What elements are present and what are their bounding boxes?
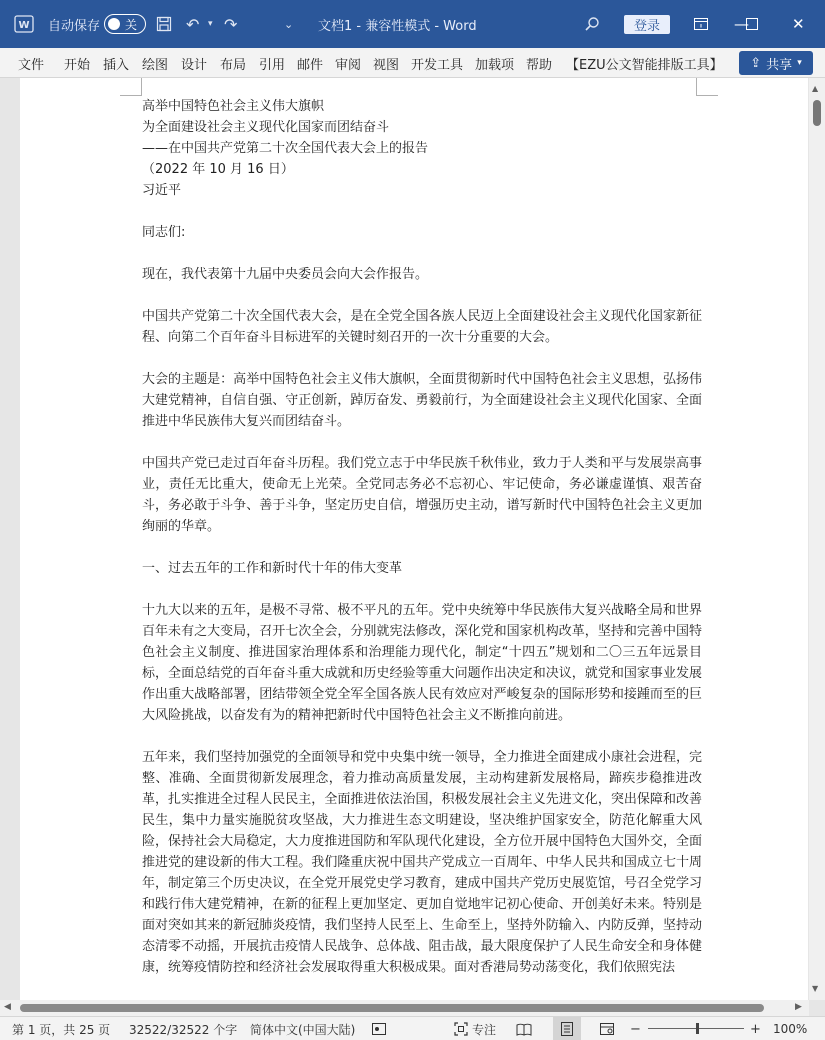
- scroll-left-icon[interactable]: ◀: [4, 1002, 11, 1012]
- document-page[interactable]: [20, 78, 808, 1000]
- tab-home[interactable]: 开始: [64, 57, 91, 73]
- ribbon-tab-bar: [0, 48, 825, 78]
- tab-addins[interactable]: 加载项: [475, 57, 515, 73]
- search-icon[interactable]: [584, 0, 600, 48]
- minimize-icon[interactable]: —: [734, 15, 749, 33]
- doc-title-line: 为全面建设社会主义现代化国家而团结奋斗: [142, 120, 390, 135]
- doc-author-line: 习近平: [142, 183, 182, 198]
- web-layout-icon[interactable]: [600, 1017, 614, 1040]
- tab-view[interactable]: 视图: [373, 57, 400, 73]
- scroll-up-icon[interactable]: ▲: [812, 84, 819, 93]
- focus-icon[interactable]: [454, 1017, 468, 1040]
- zoom-level[interactable]: 100%: [773, 1022, 808, 1036]
- scroll-down-icon[interactable]: ▼: [812, 984, 819, 993]
- vertical-scroll-thumb[interactable]: [813, 100, 821, 126]
- margin-corner-mark: [120, 78, 142, 96]
- doc-section-heading: 一、过去五年的工作和新时代十年的伟大变革: [142, 561, 403, 576]
- print-layout-icon[interactable]: [553, 1017, 581, 1040]
- tab-review[interactable]: 审阅: [335, 57, 362, 73]
- zoom-slider-thumb[interactable]: [696, 1023, 699, 1034]
- close-icon[interactable]: ✕: [792, 15, 805, 33]
- tab-insert[interactable]: 插入: [103, 57, 130, 73]
- language-indicator[interactable]: 简体中文(中国大陆): [250, 1022, 356, 1037]
- zoom-out-icon[interactable]: −: [630, 1021, 641, 1037]
- document-title: 文档1 - 兼容性模式 - Word: [318, 18, 477, 34]
- chevron-down-icon: ▾: [797, 58, 802, 68]
- tab-mailings[interactable]: 邮件: [297, 57, 324, 73]
- maximize-icon[interactable]: [746, 0, 758, 48]
- customize-qat-icon[interactable]: ⌄: [284, 17, 294, 31]
- macro-record-icon[interactable]: [372, 1017, 386, 1040]
- tab-file[interactable]: 文件: [18, 57, 45, 73]
- page-counter[interactable]: 第 1 页，共 25 页: [12, 1022, 111, 1037]
- tab-design[interactable]: 设计: [181, 57, 208, 73]
- status-bar: [0, 1016, 825, 1040]
- share-label: 共享: [766, 57, 793, 73]
- scroll-right-icon[interactable]: ▶: [795, 1002, 802, 1012]
- redo-icon[interactable]: ↷: [224, 14, 238, 34]
- tab-ezu-tool[interactable]: 【EZU公文智能排版工具】: [566, 57, 723, 73]
- ribbon-display-options-icon[interactable]: [694, 0, 708, 48]
- document-body[interactable]: [142, 96, 702, 978]
- focus-label[interactable]: 专注: [472, 1022, 497, 1037]
- autosave-toggle[interactable]: [104, 14, 146, 34]
- zoom-in-icon[interactable]: +: [750, 1021, 761, 1037]
- doc-paragraph: 大会的主题是：高举中国特色社会主义伟大旗帜，全面贯彻新时代中国特色社会主义思想，弘扬伟大建党精神，自信自强、守正创新，踔厉奋发、勇毅前行，为全面建设社会主义现代化国家、全面推进中华民族伟大复兴而团结奋斗。: [142, 372, 702, 429]
- doc-paragraph: 中国共产党第二十次全国代表大会，是在全党全国各族人民迈上全面建设社会主义现代化国家新征程、向第二个百年奋斗目标进军的关键时刻召开的一次十分重要的大会。: [142, 309, 702, 345]
- tab-help[interactable]: 帮助: [526, 57, 553, 73]
- word-logo-icon: [14, 0, 36, 48]
- svg-text:W: W: [18, 20, 30, 31]
- document-area: [0, 78, 809, 1000]
- doc-subtitle-line: ——在中国共产党第二十次全国代表大会上的报告: [142, 141, 429, 156]
- margin-corner-mark: [696, 78, 718, 96]
- share-button[interactable]: [739, 51, 813, 75]
- login-button[interactable]: 登录: [624, 15, 670, 34]
- save-icon[interactable]: [156, 0, 172, 48]
- doc-greeting: 同志们:: [142, 225, 186, 240]
- tab-references[interactable]: 引用: [259, 57, 286, 73]
- autosave-state: 关: [125, 17, 138, 32]
- toggle-knob: [108, 18, 120, 30]
- tab-layout[interactable]: 布局: [220, 57, 247, 73]
- share-icon: ⇪: [750, 55, 762, 71]
- undo-dropdown-icon[interactable]: ▾: [208, 19, 213, 29]
- tab-draw[interactable]: 绘图: [142, 57, 169, 73]
- doc-date-line: （2022 年 10 月 16 日）: [142, 162, 294, 177]
- doc-paragraph: 十九大以来的五年，是极不寻常、极不平凡的五年。党中央统筹中华民族伟大复兴战略全局和世界百年未有之大变局，召开七次全会，分别就宪法修改，深化党和国家机构改革，坚持和完善中国特色社会主义制度、推进国家治理体系和治理能力现代化，制定“十四五”规划和二〇三五年远景目标，全面总结党的百年奋斗重大成就和历史经验等重大问题作出决定和决议，就党和国家事业发展作出重大战略部署，团结带领全党全军全国各族人民有效应对严峻复杂的国际形势和接踵而至的巨大风险挑战，以奋发有为的精神把新时代中国特色社会主义不断推向前进。: [142, 603, 702, 723]
- doc-paragraph: 五年来，我们坚持加强党的全面领导和党中央集中统一领导，全力推进全面建成小康社会进程，完整、准确、全面贯彻新发展理念，着力推动高质量发展，主动构建新发展格局，蹄疾步稳推进改革，扎实推进全过程人民民主，全面推进依法治国，积极发展社会主义先进文化，突出保障和改善民生，集中力量实施脱贫攻坚战，大力推进生态文明建设，坚决维护国家安全，防范化解重大风险，保持社会大局稳定，大力度推进国防和军队现代化建设，全方位开展中国特色大国外交，全面推进党的建设新的伟大工程。我们隆重庆祝中国共产党成立一百周年、中华人民共和国成立七十周年，制定第三个历史决议，在全党开展党史学习教育，建成中国共产党历史展览馆，号召全党学习和践行伟大建党精神，在新的征程上更加坚定、更加自觉地牢记初心使命、开创美好未来。特别是面对突如其来的新冠肺炎疫情，我们坚持人民至上、生命至上，坚持外防输入、内防反弹，坚持动态清零不动摇，开展抗击疫情人民战争、总体战、阻击战，最大限度保护了人民生命安全和身体健康，统筹疫情防控和经济社会发展取得重大积极成果。面对香港局势动荡变化，我们依照宪法: [142, 750, 702, 975]
- title-bar: [0, 0, 825, 48]
- doc-paragraph: 中国共产党已走过百年奋斗历程。我们党立志于中华民族千秋伟业，致力于人类和平与发展崇高事业，责任无比重大，使命无上光荣。全党同志务必不忘初心、牢记使命，务必谦虚谨慎、艰苦奋斗，务必敢于斗争、善于斗争，坚定历史自信，增强历史主动，谱写新时代中国特色社会主义更加绚丽的华章。: [142, 456, 702, 534]
- tab-developer[interactable]: 开发工具: [411, 57, 464, 73]
- read-mode-icon[interactable]: [516, 1017, 532, 1040]
- autosave-label: 自动保存: [48, 18, 101, 34]
- vertical-scrollbar[interactable]: [809, 78, 825, 1000]
- horizontal-scroll-thumb[interactable]: [20, 1004, 764, 1012]
- horizontal-scrollbar[interactable]: [0, 1000, 809, 1016]
- word-count[interactable]: 32522/32522 个字: [129, 1022, 238, 1037]
- doc-paragraph: 现在，我代表第十九届中央委员会向大会作报告。: [142, 267, 429, 282]
- doc-title-line: 高举中国特色社会主义伟大旗帜: [142, 99, 325, 114]
- undo-icon[interactable]: ↶: [186, 14, 200, 34]
